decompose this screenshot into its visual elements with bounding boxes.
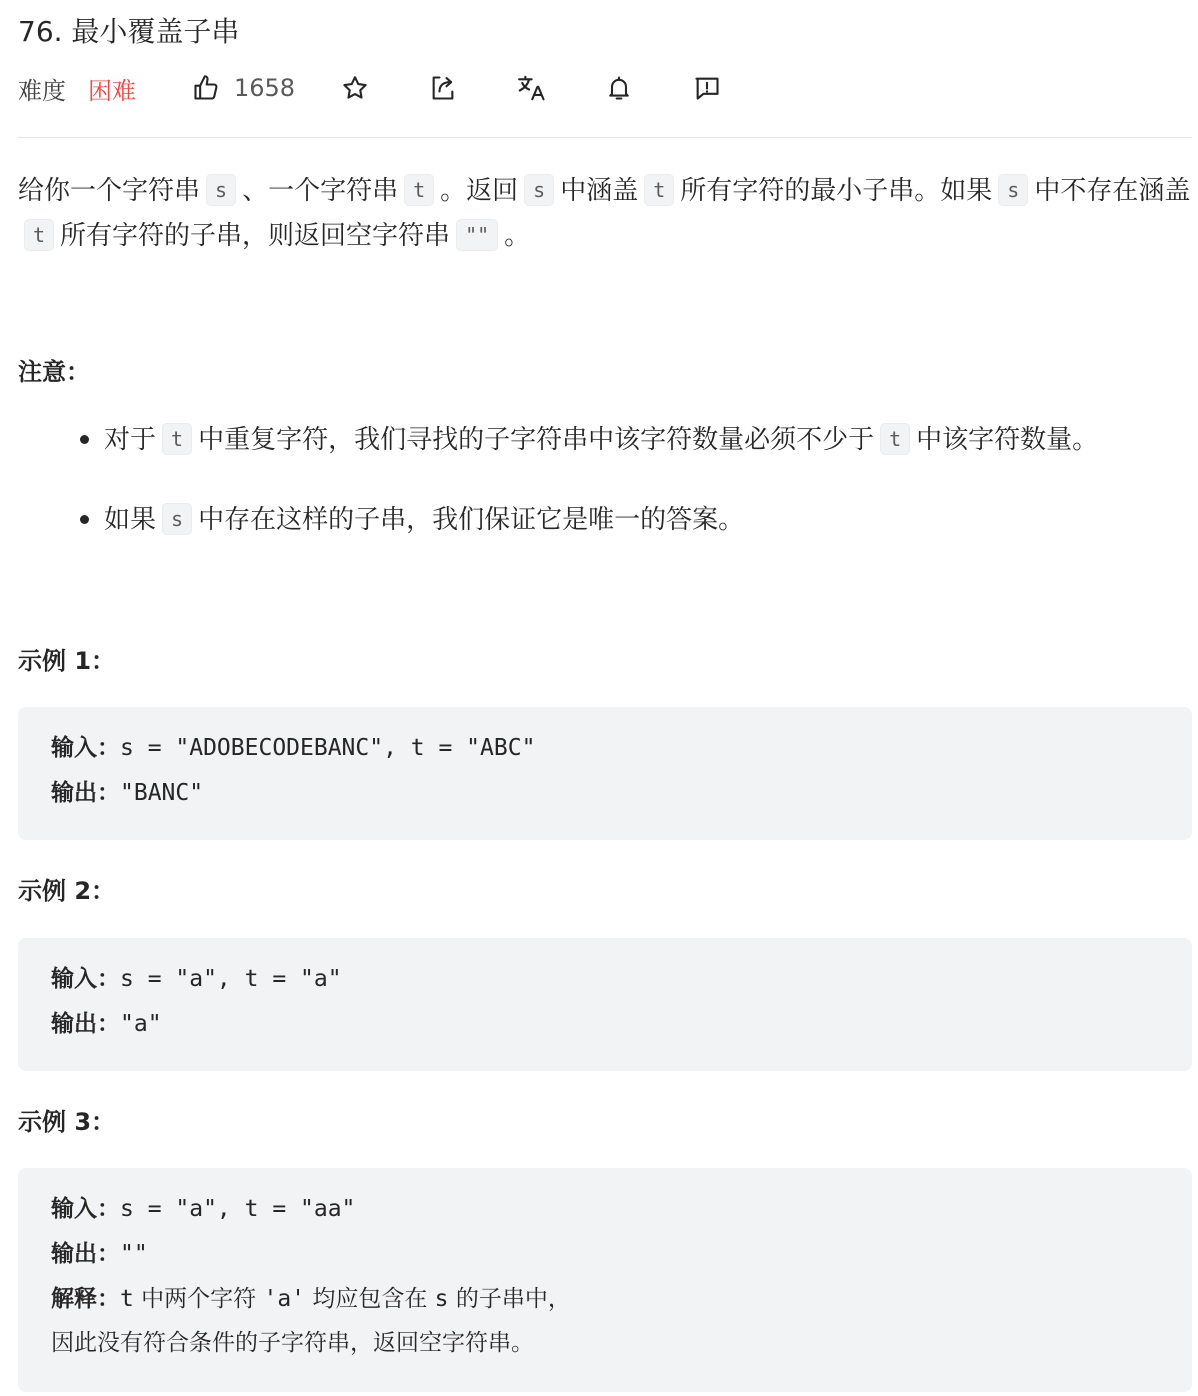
example-3-heading: 示例 3： (18, 1108, 116, 1136)
bell-icon (605, 74, 633, 102)
desc-text-3: 。返回 (440, 176, 519, 206)
problem-title: 76. 最小覆盖子串 (18, 15, 240, 48)
input-value: s = "ADOBECODEBANC", t = "ABC" (120, 735, 536, 761)
explanation-text: 均应包含在 (305, 1286, 435, 1312)
explanation-label: 解释： (51, 1285, 120, 1312)
desc-text-6: 中不存在涵盖 (1034, 176, 1191, 206)
difficulty-badge: 困难 (88, 76, 136, 105)
desc-text-4: 中涵盖 (560, 176, 639, 206)
bullet-icon (80, 435, 89, 444)
example-output-line (51, 1231, 1192, 1276)
inline-code-t: t (162, 423, 192, 455)
example-input-line (51, 1186, 1192, 1231)
desc-text-1: 给你一个字符串 (18, 176, 201, 206)
desc-text-7: 所有字符的子串，则返回空字符串 (60, 221, 451, 251)
note-text: 如果 (104, 505, 157, 535)
desc-text-8: 。 (504, 221, 531, 251)
like-count: 1658 (234, 74, 296, 102)
share-icon (429, 74, 457, 102)
inline-code-empty-string: "" (456, 219, 498, 251)
like-button[interactable] (192, 74, 295, 102)
input-value: s = "a", t = "a" (120, 966, 342, 992)
difficulty-label: 难度 (18, 76, 66, 105)
example-output-line (51, 770, 1192, 815)
output-value: "BANC" (120, 780, 204, 806)
explanation-text: 中两个字符 (133, 1286, 264, 1312)
output-value: "a" (120, 1011, 162, 1037)
feedback-icon (693, 74, 721, 102)
favorite-button[interactable] (335, 68, 375, 108)
note-text: 中存在这样的子串，我们保证它是唯一的答案。 (198, 505, 745, 535)
inline-code-s: s (162, 503, 192, 535)
inline-code-t: t (644, 174, 674, 206)
example-1-heading: 示例 1： (18, 647, 116, 675)
inline-code-s: s (206, 174, 236, 206)
translate-button[interactable] (511, 68, 551, 108)
example-explanation-line (51, 1276, 1192, 1321)
output-value: "" (120, 1241, 148, 1267)
feedback-button[interactable] (687, 68, 727, 108)
example-input-line (51, 725, 1192, 770)
example-1-block (18, 707, 1192, 840)
example-output-line (51, 1001, 1192, 1046)
output-label: 输出： (51, 1240, 120, 1267)
thumbs-up-icon (192, 74, 220, 102)
desc-text-2: 、一个字符串 (242, 176, 399, 206)
inline-code-t: t (404, 174, 434, 206)
header-divider (18, 137, 1192, 138)
problem-meta-bar (18, 68, 727, 108)
desc-text-5: 所有字符的最小子串。如果 (680, 176, 993, 206)
share-button[interactable] (423, 68, 463, 108)
bullet-icon (80, 515, 89, 524)
notes-heading: 注意： (18, 358, 90, 386)
inline-code-s: s (524, 174, 554, 206)
output-label: 输出： (51, 779, 120, 806)
output-label: 输出： (51, 1010, 120, 1037)
list-item (18, 418, 1158, 502)
list-item (18, 498, 1158, 541)
input-value: s = "a", t = "aa" (120, 1196, 356, 1222)
note-text: 对于 (104, 425, 157, 455)
explanation-text: 的子串中， (448, 1286, 571, 1312)
inline-code-t: t (24, 219, 54, 251)
input-label: 输入： (51, 965, 120, 992)
example-input-line (51, 956, 1192, 1001)
star-icon (341, 74, 369, 102)
inline-code-t: t (880, 423, 910, 455)
subscribe-button[interactable] (599, 68, 639, 108)
example-2-block (18, 938, 1192, 1071)
problem-description (18, 168, 1194, 258)
input-label: 输入： (51, 734, 120, 761)
explanation-var-s: s (434, 1286, 449, 1312)
explanation-text: 因此没有符合条件的子字符串，返回空字符串。 (51, 1330, 534, 1356)
translate-icon (516, 73, 546, 103)
example-2-heading: 示例 2： (18, 877, 116, 905)
inline-code-s: s (998, 174, 1028, 206)
note-text: 中重复字符，我们寻找的子字符串中该字符数量必须不少于 (198, 425, 875, 455)
explanation-char-a: 'a' (263, 1286, 306, 1312)
notes-list (18, 418, 1158, 541)
note-text: 中该字符数量。 (916, 425, 1099, 455)
example-3-block (18, 1168, 1192, 1392)
example-explanation-line-2 (51, 1321, 1192, 1366)
explanation-var-t: t (120, 1286, 134, 1312)
input-label: 输入： (51, 1195, 120, 1222)
